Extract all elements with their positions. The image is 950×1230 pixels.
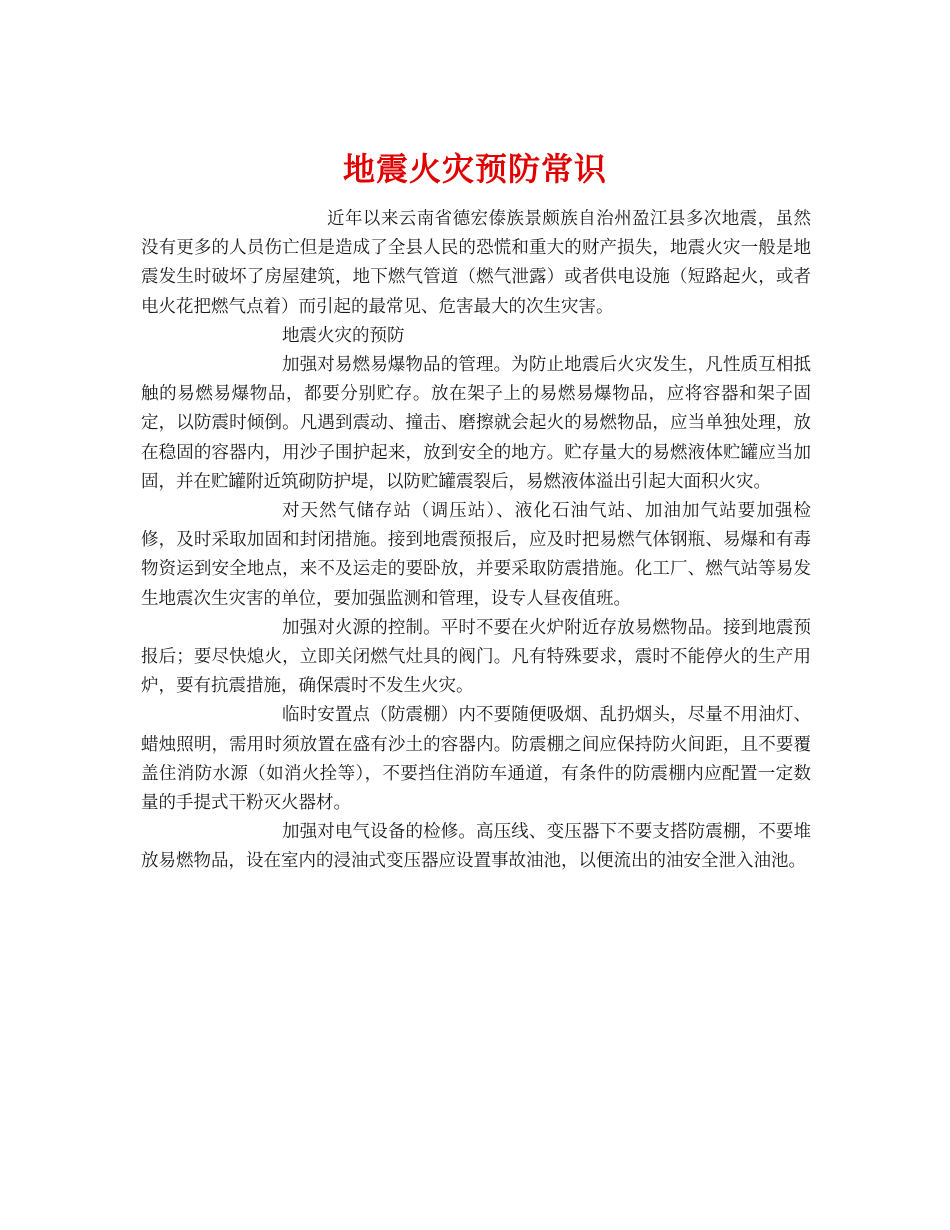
document-title: 地震火灾预防常识 — [342, 150, 607, 189]
intro-paragraph: 近年以来云南省德宏傣族景颇族自治州盈江县多次地震，虽然没有更多的人员伤亡但是造成了全县人民的恐慌和重大的财产损失，地震火灾一般是地震发生时破坏了房屋建筑，地下燃气管道（燃气泄露）或者供电设施（短路起火，或者电火花把燃气点着）而引起的最常见、危害最大的次生灾害。 — [141, 209, 811, 317]
document-body — [141, 205, 811, 877]
section-heading: 地震火灾的预防 — [282, 325, 405, 346]
body-paragraph: 对天然气储存站（调压站）、液化石油气站、加油加气站要加强检修，及时采取加固和封闭措施。接到地震预报后，应及时把易燃气体钢瓶、易爆和有毒物资运到安全地点，来不及运走的要卧放，并要采取防震措施。化工厂、燃气站等易发生地震次生灾害的单位，要加强监测和管理，设专人昼夜值班。 — [141, 501, 811, 609]
body-paragraph: 加强对易燃易爆物品的管理。为防止地震后火灾发生，凡性质互相抵触的易燃易爆物品，都要分别贮存。放在架子上的易燃易爆物品，应将容器和架子固定，以防震时倾倒。凡遇到震动、撞击、磨擦就会起火的易燃物品，应当单独处理，放在稳固的容器内，用沙子围护起来，放到安全的地方。贮存量大的易燃液体贮罐应当加固，并在贮罐附近筑砌防护堤，以防贮罐震裂后，易燃液体溢出引起大面积火灾。 — [141, 355, 811, 492]
body-paragraph: 临时安置点（防震棚）内不要随便吸烟、乱扔烟头，尽量不用油灯、蜡烛照明，需用时须放置在盛有沙土的容器内。防震棚之间应保持防火间距，且不要覆盖住消防水源（如消火拴等），不要挡住消防车通道，有条件的防震棚内应配置一定数量的手提式干粉灭火器材。 — [141, 705, 811, 814]
body-paragraph: 加强对火源的控制。平时不要在火炉附近存放易燃物品。接到地震预报后；要尽快熄火，立即关闭燃气灶具的阀门。凡有特殊要求，震时不能停火的生产用炉，要有抗震措施，确保震时不发生火灾。 — [141, 617, 811, 697]
body-paragraph: 加强对电气设备的检修。高压线、变压器下不要支搭防震棚，不要堆放易燃物品，设在室内的浸油式变压器应设置事故油池，以便流出的油安全泄入油池。 — [141, 822, 811, 872]
